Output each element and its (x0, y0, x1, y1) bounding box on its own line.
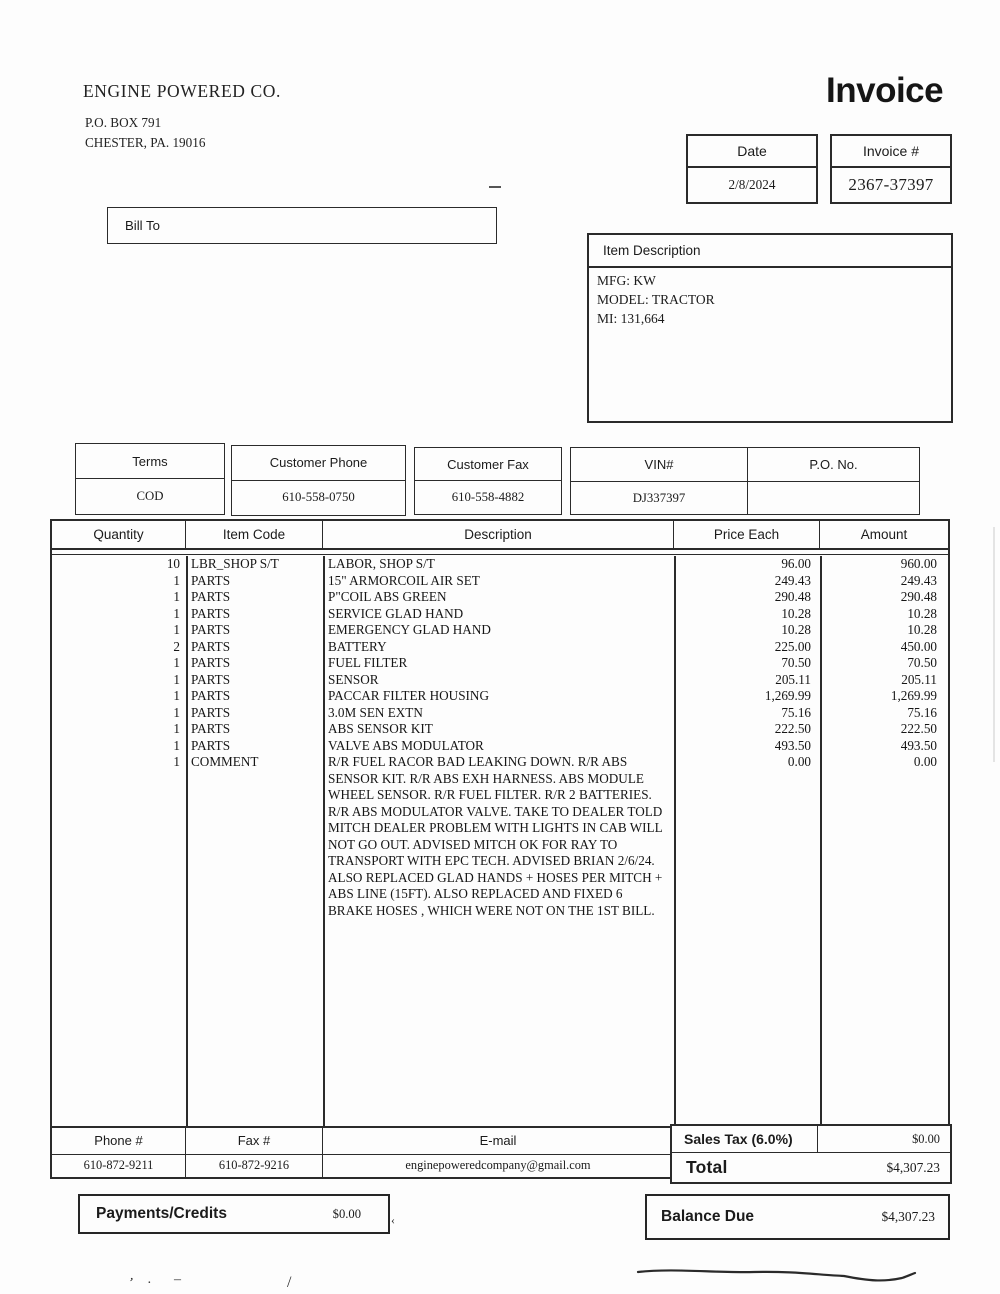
cell-code: PARTS (191, 688, 231, 703)
cell-price: 205.11 (775, 671, 811, 687)
cell-code: PARTS (191, 655, 231, 670)
terms-label: Terms (76, 444, 224, 479)
cell-qty: 1 (173, 688, 180, 703)
header-item-code: Item Code (186, 521, 323, 548)
cell-qty: 1 (173, 572, 180, 588)
cell-amount: 222.50 (900, 721, 937, 736)
cell-code: PARTS (191, 605, 231, 621)
balance-due-box (645, 1194, 950, 1240)
cell-price: 290.48 (774, 589, 811, 604)
total-value: $4,307.23 (886, 1159, 940, 1175)
cell-amount: 205.11 (901, 671, 937, 687)
line-items-table (50, 519, 950, 1179)
column-divider (186, 556, 188, 1126)
cell-desc: BATTERY (328, 638, 387, 654)
cell-desc: EMERGENCY GLAD HAND (328, 622, 491, 637)
cell-desc: R/R FUEL RACOR BAD LEAKING DOWN. R/R ABS SENSOR KIT. R/R ABS EXH HARNESS. ABS MODULE WHEEL SENSOR. R/R FUEL FILTER. R/R 2 BATTERIES. R/R ABS MODULATOR VALVE. TAKE TO DEALER TOLD MITCH DEALER PROBLEM WITH LIGHTS IN CAB WILL NOT GO OUT. ADVISED MITCH OK FOR RAY TO TRANSPORT WITH EPC TECH. ADVISED BRIAN 2/6/24. ALSO REPLACED GLAD HANDS + HOSES PER MITCH + ABS LINE (15FT). ALSO REPLACED AND FIXED 6 BRAKE HOSES , WHICH WERE NOT ON THE 1ST BILL. (328, 754, 663, 918)
cell-code: PARTS (191, 589, 231, 604)
fax-value: 610-872-9216 (186, 1155, 323, 1177)
cell-desc: PACCAR FILTER HOUSING (328, 688, 489, 703)
cell-amount: 10.28 (907, 605, 937, 621)
pen-mark: – (174, 1272, 181, 1287)
cell-price: 1,269.99 (764, 688, 811, 703)
fax-label: Fax # (186, 1128, 323, 1154)
total-row (672, 1153, 950, 1182)
vin-label: VIN# (571, 448, 747, 482)
customer-phone-label: Customer Phone (232, 446, 405, 481)
cell-qty: 1 (173, 721, 180, 736)
invoice-number-value: 2367-37397 (848, 175, 934, 194)
cell-desc: FUEL FILTER (328, 655, 408, 670)
table-header-row (52, 521, 948, 550)
cell-desc: LABOR, SHOP S/T (328, 556, 435, 571)
sales-tax-row (672, 1126, 950, 1153)
po-label: P.O. No. (748, 448, 919, 482)
payments-credits-label: Payments/Credits (96, 1205, 227, 1222)
pen-dash-artifact (489, 186, 501, 188)
cell-qty: 1 (173, 671, 180, 687)
column-divider (674, 556, 676, 1126)
cell-qty: 2 (173, 638, 180, 654)
invoice-number-box (830, 134, 952, 204)
cell-price: 10.28 (781, 605, 811, 621)
header-double-rule (52, 554, 948, 556)
phone-label: Phone # (52, 1128, 186, 1154)
item-description-mfg: MFG: KW (597, 273, 656, 288)
cell-qty: 1 (173, 754, 180, 769)
total-label: Total (686, 1157, 728, 1177)
company-address-line1: P.O. BOX 791 (85, 115, 162, 130)
terms-box (75, 443, 225, 515)
cell-amount: 1,269.99 (890, 688, 937, 703)
pen-mark: · (147, 1276, 152, 1291)
phone-value: 610-872-9211 (52, 1155, 186, 1177)
cell-desc: ABS SENSOR KIT (328, 721, 433, 736)
item-description-box (587, 233, 953, 423)
cell-code: LBR_SHOP S/T (191, 556, 279, 571)
cell-code: PARTS (191, 737, 231, 753)
cell-price: 10.28 (781, 622, 811, 637)
cell-desc: SENSOR (328, 671, 379, 687)
date-value: 2/8/2024 (728, 177, 776, 192)
cell-qty: 10 (166, 556, 180, 571)
cell-code: PARTS (191, 721, 231, 736)
item-description-mileage: MI: 131,664 (597, 310, 665, 326)
bill-to-box (107, 207, 497, 244)
cell-amount: 450.00 (900, 638, 937, 654)
vin-column (571, 448, 748, 514)
cell-qty: 1 (173, 737, 180, 753)
cell-amount: 290.48 (900, 589, 937, 604)
cell-qty: 1 (173, 622, 180, 637)
cell-qty: 1 (173, 605, 180, 621)
sales-tax-value: $0.00 (912, 1131, 940, 1146)
cell-qty: 1 (173, 655, 180, 670)
vin-po-box (570, 447, 920, 515)
cell-price: 75.16 (781, 704, 811, 720)
cell-price: 225.00 (774, 638, 811, 654)
cell-qty: 1 (173, 704, 180, 720)
cell-price: 222.50 (774, 721, 811, 736)
column-divider (820, 556, 822, 1126)
cell-desc: VALVE ABS MODULATOR (328, 737, 484, 753)
cell-desc: 15" ARMORCOIL AIR SET (328, 572, 480, 588)
company-address-line2: CHESTER, PA. 19016 (85, 135, 206, 150)
po-value (748, 482, 919, 514)
cell-price: 0.00 (787, 754, 811, 769)
cell-price: 493.50 (774, 737, 811, 753)
cell-code: PARTS (191, 704, 231, 720)
cell-desc: 3.0M SEN EXTN (328, 704, 423, 720)
cell-price: 96.00 (781, 556, 811, 571)
invoice-title: Invoice (826, 71, 944, 110)
cell-amount: 70.50 (907, 655, 937, 670)
customer-fax-box (414, 447, 562, 515)
cell-amount: 0.00 (913, 754, 937, 769)
cell-desc: P"COIL ABS GREEN (328, 589, 447, 604)
item-description-body (589, 268, 951, 328)
balance-due-value: $4,307.23 (881, 1209, 935, 1224)
cell-amount: 960.00 (900, 556, 937, 571)
email-label: E-mail (323, 1128, 674, 1154)
header-quantity: Quantity (52, 521, 186, 548)
item-description-model: MODEL: TRACTOR (597, 291, 715, 307)
company-name: ENGINE POWERED CO. (83, 81, 281, 101)
cell-qty: 1 (173, 589, 180, 604)
customer-fax-value: 610-558-4882 (451, 490, 525, 504)
company-address (85, 113, 205, 153)
cell-code: PARTS (191, 622, 231, 637)
cell-code: COMMENT (191, 754, 259, 769)
cell-amount: 75.16 (907, 704, 937, 720)
pen-mark: ‹ (391, 1213, 395, 1227)
terms-value: COD (136, 489, 164, 503)
invoice-number-label: Invoice # (832, 136, 950, 168)
header-price-each: Price Each (674, 521, 820, 548)
sales-tax-label: Sales Tax (6.0%) (672, 1126, 818, 1152)
header-description: Description (323, 521, 674, 548)
cell-amount: 10.28 (907, 622, 937, 637)
cell-code: PARTS (191, 572, 231, 588)
payments-credits-value: $0.00 (332, 1206, 361, 1221)
date-box (686, 134, 818, 204)
item-description-header (589, 235, 951, 268)
scan-edge-artifact (993, 527, 995, 762)
cell-amount: 493.50 (900, 737, 937, 753)
po-column (748, 448, 919, 514)
payments-credits-box (78, 1194, 390, 1234)
email-value: enginepoweredcompany@gmail.com (323, 1155, 674, 1177)
bill-to-label: Bill To (125, 218, 160, 233)
customer-phone-value: 610-558-0750 (282, 490, 355, 505)
cell-code: PARTS (191, 638, 231, 654)
totals-box (670, 1124, 952, 1184)
header-amount: Amount (860, 527, 908, 542)
pen-mark: ’ (126, 1275, 135, 1292)
cell-code: PARTS (191, 671, 231, 687)
customer-fax-label: Customer Fax (415, 448, 561, 481)
cell-amount: 249.43 (900, 572, 937, 588)
date-label: Date (688, 136, 816, 168)
customer-phone-box (231, 445, 406, 516)
cell-price: 70.50 (781, 655, 811, 670)
pen-mark: / (287, 1274, 292, 1291)
balance-due-label: Balance Due (661, 1208, 755, 1225)
handwritten-scribble (634, 1263, 924, 1287)
cell-price: 249.43 (774, 572, 811, 588)
cell-desc: SERVICE GLAD HAND (328, 605, 464, 621)
item-description-label: Item Description (603, 243, 701, 258)
vin-value: DJ337397 (632, 490, 686, 505)
column-divider (323, 556, 325, 1126)
